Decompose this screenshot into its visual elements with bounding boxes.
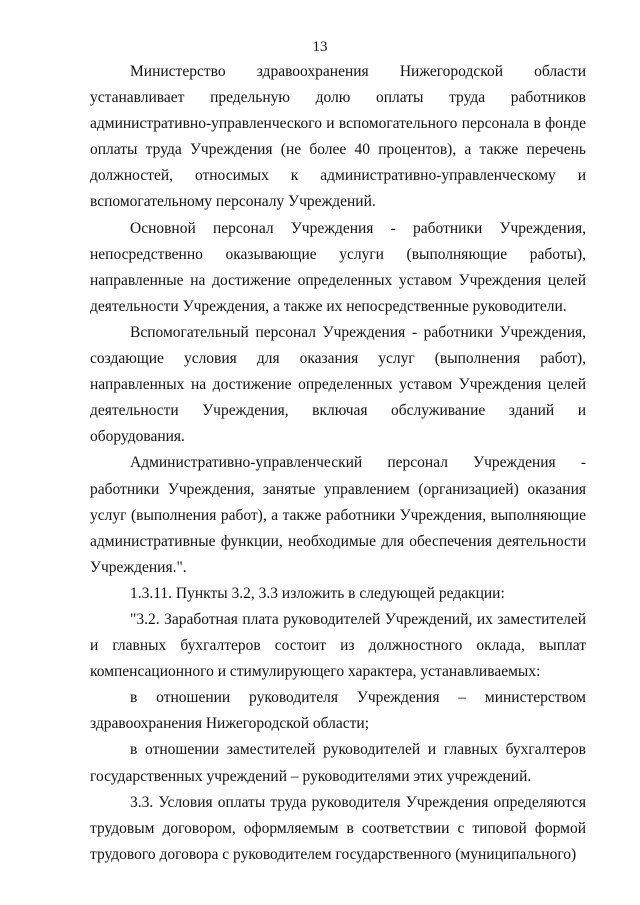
paragraph-clause-3-2: "3.2. Заработная плата руководителей Учреждений, их заместителей и главных бухгалтеров состоит из должностного оклада, выплат компенсационного и стимулирующего характера, устанавливаемых:	[90, 610, 586, 681]
paragraph-clause-3-2-deputies: в отношении заместителей руководителей и главных бухгалтеров государственных учреждений – руководителями этих учреждений.	[90, 741, 586, 785]
paragraph-clause-3-3: 3.3. Условия оплаты труда руководителя Учреждения определяются трудовым договором, оформляемым в соответствии с типовой формой трудового договора с руководителем государственного (муниципального)	[90, 793, 586, 863]
paragraph-amendment-1-3-11: 1.3.11. Пункты 3.2, 3.3 изложить в следующей редакции:	[130, 584, 505, 602]
paragraph-support-staff: Вспомогательный персонал Учреждения - работники Учреждения, создающие условия для оказания услуг (выполнения работ), направленных на достижение определенных уставом Учреждения целей деятельности Учреждения, включая обслуживание зданий и оборудования.	[90, 323, 586, 446]
paragraph-main-staff: Основной персонал Учреждения - работники Учреждения, непосредственно оказывающие услуги (выполняющие работы), направленные на достижение определенных уставом Учреждения целей деятельности Учреждения, а также их непосредственные руководители.	[90, 219, 586, 315]
paragraph-ministry-share: Министерство здравоохранения Нижегородской области устанавливает предельную долю оплаты труда работников административно-управленческого и вспомогательного персонала в фонде оплаты труда Учреждения (не более 40 процентов), а также перечень должностей, относимых к административно-управленческому и вспомогательному персоналу Учреждений.	[90, 63, 586, 211]
paragraph-admin-staff: Административно-управленческий персонал Учреждения - работники Учреждения, занятые управлением (организацией) оказания услуг (выполнения работ), а также работники Учреждения, выполняющие административные функции, необходимые для обеспечения деятельности Учреждения.".	[90, 454, 586, 576]
page-number: 13	[312, 39, 328, 55]
document-body	[90, 59, 586, 868]
paragraph-clause-3-2-head: в отношении руководителя Учреждения – министерством здравоохранения Нижегородской области;	[90, 689, 586, 733]
